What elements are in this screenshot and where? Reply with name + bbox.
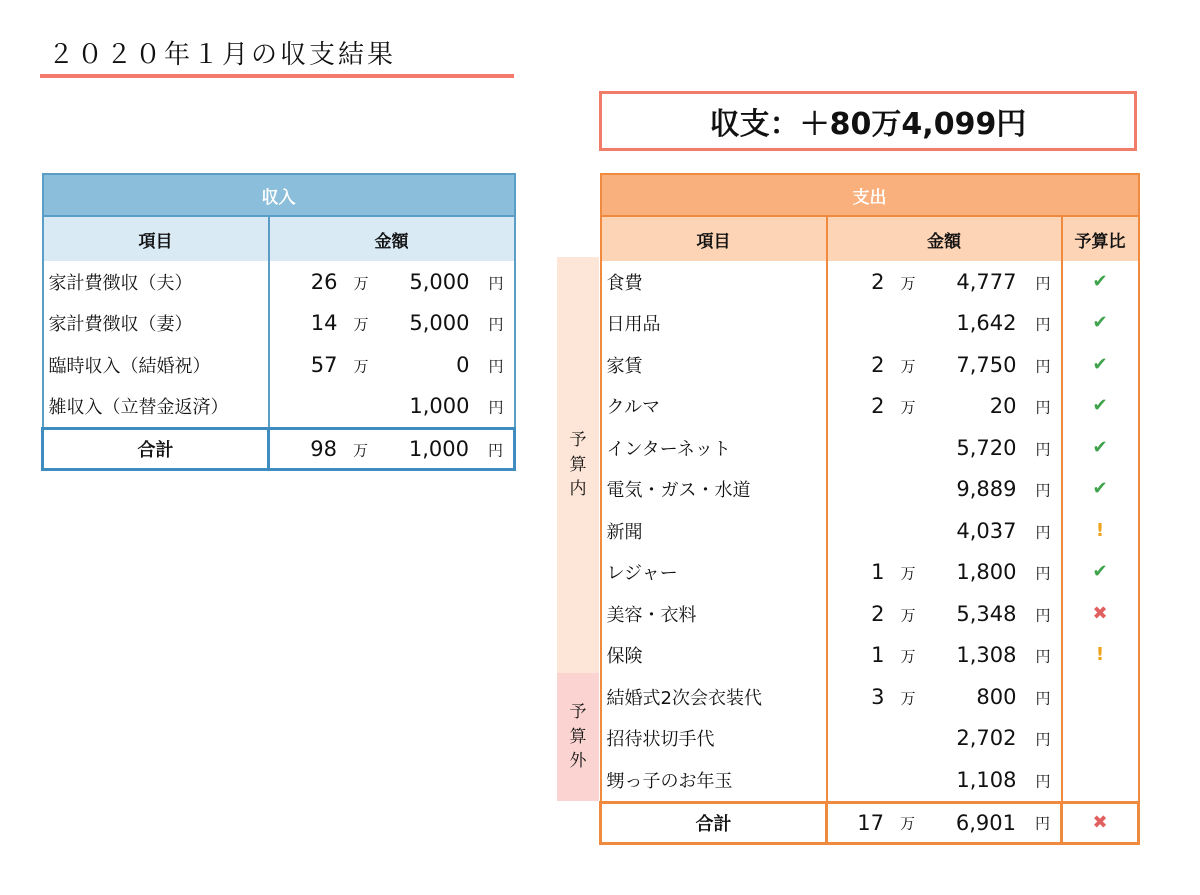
unit-yen: 円 (488, 357, 504, 376)
amount-man: 57 (310, 352, 338, 377)
amount-man: 3 (871, 684, 885, 709)
unit-man: 万 (899, 814, 915, 833)
amount-rest: 20 (989, 394, 1017, 419)
amount-cell (827, 469, 1062, 511)
item-label: 招待状切手代 (601, 718, 827, 760)
amount-man: 17 (857, 810, 884, 835)
item-label: 美容・衣料 (601, 593, 827, 635)
check-icon: ✔ (1062, 552, 1139, 594)
expense-col-item: 項目 (601, 216, 827, 261)
unit-man: 万 (900, 647, 916, 666)
unit-yen: 円 (488, 315, 504, 334)
amount-rest: 0 (456, 352, 470, 377)
item-label: 家計費徴収（夫） (43, 261, 269, 303)
unit-yen: 円 (1035, 315, 1051, 334)
item-label: インターネット (601, 427, 827, 469)
table-row (601, 261, 1139, 303)
in-budget-label: 予 算 内 (557, 257, 599, 673)
amount-rest: 5,348 (956, 601, 1017, 626)
amount-cell (269, 344, 515, 386)
exclamation-icon: ! (1062, 635, 1139, 677)
amount-rest: 1,000 (409, 394, 470, 419)
unit-yen: 円 (1035, 523, 1051, 542)
table-row (43, 261, 515, 303)
amount-cell (269, 386, 515, 429)
check-icon: ✔ (1062, 386, 1139, 428)
income-total-row (43, 429, 515, 470)
item-label: 家賃 (601, 344, 827, 386)
amount-man: 1 (871, 643, 885, 668)
table-row (43, 303, 515, 345)
amount-cell (827, 718, 1062, 760)
income-caption: 収入 (43, 174, 515, 216)
amount-cell (827, 759, 1062, 802)
amount-man: 98 (310, 437, 337, 461)
item-label: 日用品 (601, 303, 827, 345)
amount-cell (827, 635, 1062, 677)
table-row (43, 344, 515, 386)
balance-summary: 収支：＋80万4,099円 (599, 91, 1137, 151)
check-icon: ✔ (1062, 303, 1139, 345)
item-label: 新聞 (601, 510, 827, 552)
table-row (43, 386, 515, 429)
amount-cell (827, 510, 1062, 552)
unit-man: 万 (900, 274, 916, 293)
unit-yen: 円 (1035, 730, 1051, 749)
income-total-label: 合計 (43, 429, 269, 470)
table-row (601, 303, 1139, 345)
amount-rest: 7,750 (956, 352, 1017, 377)
item-label: レジャー (601, 552, 827, 594)
amount-rest: 1,800 (956, 560, 1017, 585)
expense-col-budget: 予算比 (1062, 216, 1139, 261)
amount-cell (827, 593, 1062, 635)
exclamation-icon: ! (1062, 510, 1139, 552)
amount-cell (827, 344, 1062, 386)
expense-total-label: 合計 (601, 802, 827, 843)
unit-man: 万 (900, 606, 916, 625)
amount-cell (827, 676, 1062, 718)
unit-yen: 円 (1035, 481, 1051, 500)
amount-cell (827, 303, 1062, 345)
expense-rows (601, 261, 1139, 802)
unit-yen: 円 (488, 274, 504, 293)
item-label: 保険 (601, 635, 827, 677)
table-row (601, 552, 1139, 594)
unit-man: 万 (900, 564, 916, 583)
item-label: 臨時収入（結婚祝） (43, 344, 269, 386)
income-table (41, 173, 516, 471)
income-rows (43, 261, 515, 429)
cross-icon: ✖ (1062, 593, 1139, 635)
expense-caption: 支出 (601, 174, 1139, 216)
unit-yen: 円 (1035, 440, 1051, 459)
table-row (601, 344, 1139, 386)
unit-yen: 円 (1035, 689, 1051, 708)
income-total-amount (269, 429, 515, 470)
amount-rest: 9,889 (956, 477, 1017, 502)
item-label: 甥っ子のお年玉 (601, 759, 827, 802)
unit-yen: 円 (1034, 814, 1050, 833)
unit-yen: 円 (1035, 564, 1051, 583)
amount-rest: 4,037 (956, 518, 1017, 543)
table-row (601, 635, 1139, 677)
amount-cell (827, 552, 1062, 594)
table-row (601, 593, 1139, 635)
amount-man: 2 (871, 394, 885, 419)
unit-yen: 円 (487, 441, 503, 460)
amount-cell (827, 427, 1062, 469)
cross-icon: ✖ (1062, 802, 1139, 843)
unit-yen: 円 (1035, 357, 1051, 376)
table-row (601, 427, 1139, 469)
amount-rest: 6,901 (955, 810, 1016, 835)
expense-col-amount: 金額 (827, 216, 1062, 261)
expense-total-row (601, 802, 1139, 843)
unit-yen: 円 (1035, 772, 1051, 791)
unit-yen: 円 (1035, 606, 1051, 625)
unit-man: 万 (900, 689, 916, 708)
budget-mark-empty (1062, 759, 1139, 802)
unit-yen: 円 (1035, 398, 1051, 417)
table-row (601, 676, 1139, 718)
check-icon: ✔ (1062, 469, 1139, 511)
unit-man: 万 (353, 315, 369, 334)
amount-rest: 800 (976, 684, 1017, 709)
unit-yen: 円 (1035, 274, 1051, 293)
income-col-item: 項目 (43, 216, 269, 261)
amount-rest: 2,702 (956, 726, 1017, 751)
table-row (601, 718, 1139, 760)
budget-mark-empty (1062, 676, 1139, 718)
amount-rest: 5,000 (409, 269, 470, 294)
item-label: 雑収入（立替金返済） (43, 386, 269, 429)
amount-man: 26 (310, 269, 338, 294)
amount-cell (827, 261, 1062, 303)
amount-rest: 1,000 (408, 437, 469, 461)
expense-table (599, 173, 1140, 845)
amount-man: 2 (871, 601, 885, 626)
item-label: 食費 (601, 261, 827, 303)
check-icon: ✔ (1062, 261, 1139, 303)
title-underline (40, 74, 514, 78)
unit-yen: 円 (1035, 647, 1051, 666)
unit-man: 万 (352, 441, 368, 460)
unit-man: 万 (353, 274, 369, 293)
amount-rest: 1,108 (956, 767, 1017, 792)
amount-cell (269, 303, 515, 345)
amount-rest: 1,308 (956, 643, 1017, 668)
table-row (601, 759, 1139, 802)
check-icon: ✔ (1062, 344, 1139, 386)
amount-cell (269, 261, 515, 303)
amount-man: 2 (871, 269, 885, 294)
table-row (601, 386, 1139, 428)
income-col-amount: 金額 (269, 216, 515, 261)
amount-rest: 4,777 (956, 269, 1017, 294)
amount-man: 2 (871, 352, 885, 377)
amount-rest: 5,720 (956, 435, 1017, 460)
check-icon: ✔ (1062, 427, 1139, 469)
unit-yen: 円 (488, 398, 504, 417)
item-label: クルマ (601, 386, 827, 428)
unit-man: 万 (353, 357, 369, 376)
budget-mark-empty (1062, 718, 1139, 760)
unit-man: 万 (900, 398, 916, 417)
item-label: 結婚式2次会衣装代 (601, 676, 827, 718)
amount-man: 1 (871, 560, 885, 585)
table-row (601, 510, 1139, 552)
item-label: 家計費徴収（妻） (43, 303, 269, 345)
amount-rest: 1,642 (956, 311, 1017, 336)
expense-total-amount (827, 802, 1062, 843)
item-label: 電気・ガス・水道 (601, 469, 827, 511)
amount-cell (827, 386, 1062, 428)
amount-man: 14 (310, 311, 338, 336)
unit-man: 万 (900, 357, 916, 376)
page-title: ２０２０年１月の収支結果 (48, 40, 397, 70)
table-row (601, 469, 1139, 511)
amount-rest: 5,000 (409, 311, 470, 336)
out-of-budget-label: 予 算 外 (557, 673, 599, 801)
